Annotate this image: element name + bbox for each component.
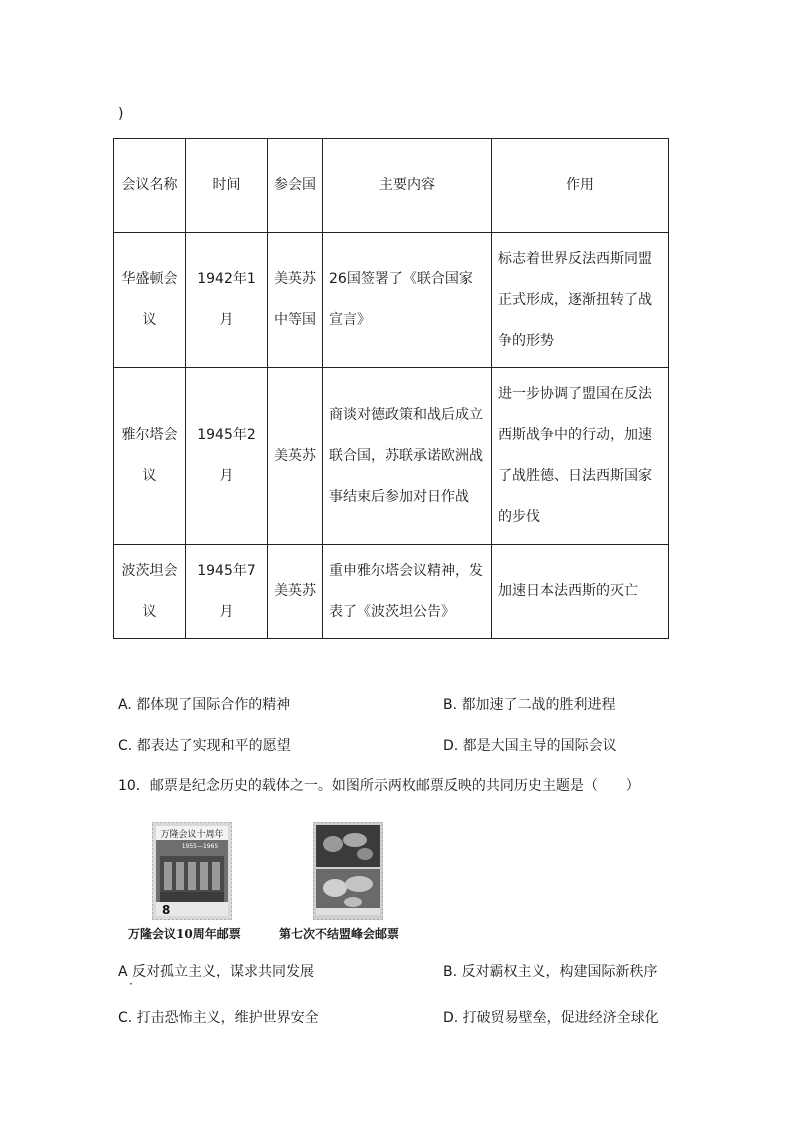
stamp2-caption: 第七次不结盟峰会邮票: [279, 927, 400, 941]
q10-option-d: D. 打破贸易壁垒，促进经济全球化: [443, 1010, 659, 1026]
table-row: [114, 368, 669, 545]
bandung-stamp-image: [152, 822, 232, 920]
cell-content: 商谈对德政策和战后成立联合国，苏联承诺欧洲战事结束后参加对日作战: [323, 368, 492, 545]
header-name: 会议名称: [114, 139, 186, 233]
header-countries: 参会国: [268, 139, 323, 233]
q10-option-a: A 反对孤立主义，谋求共同发展: [118, 964, 315, 980]
cell-countries: 美英苏: [268, 545, 323, 639]
stamp1-caption: 万隆会议10周年邮票: [128, 927, 241, 941]
stamp1-title: 万隆会议十周年: [160, 830, 224, 840]
question9-tail: ): [118, 106, 124, 122]
cell-effect: 进一步协调了盟国在反法西斯战争中的行动，加速了战胜德、日法西斯国家的步伐: [492, 368, 669, 545]
cell-countries: 美英苏中等国: [268, 233, 323, 368]
q10-option-b: B. 反对霸权主义，构建国际新秩序: [443, 964, 658, 980]
cell-content: 重申雅尔塔会议精神，发表了《波茨坦公告》: [323, 545, 492, 639]
emphasis-dot: ·: [129, 977, 133, 991]
cell-time: 1942年1月: [186, 233, 268, 368]
table-row: [114, 545, 669, 639]
cell-time: 1945年2月: [186, 368, 268, 545]
non-aligned-stamp-image: [313, 822, 383, 920]
cell-effect: 加速日本法西斯的灭亡: [492, 545, 669, 639]
q10-option-c: C. 打击恐怖主义，维护世界安全: [118, 1010, 319, 1026]
header-effect: 作用: [492, 139, 669, 233]
header-time: 时间: [186, 139, 268, 233]
cell-content: 26国签署了《联合国家宣言》: [323, 233, 492, 368]
q9-option-d: D. 都是大国主导的国际会议: [443, 738, 617, 754]
cell-countries: 美英苏: [268, 368, 323, 545]
table-header-row: [114, 139, 669, 233]
q9-option-a: A. 都体现了国际合作的精神: [118, 697, 291, 713]
q9-option-b: B. 都加速了二战的胜利进程: [443, 697, 616, 713]
stamp1-value: 8: [162, 903, 171, 917]
stamp1-year: 1955—1965: [181, 843, 219, 850]
header-content: 主要内容: [323, 139, 492, 233]
question10-stem: 10．邮票是纪念历史的载体之一。如图所示两枚邮票反映的共同历史主题是（ ）: [118, 778, 640, 794]
cell-name: 华盛顿会议: [114, 233, 186, 368]
cell-time: 1945年7月: [186, 545, 268, 639]
cell-name: 波茨坦会议: [114, 545, 186, 639]
cell-effect: 标志着世界反法西斯同盟正式形成，逐渐扭转了战争的形势: [492, 233, 669, 368]
q9-option-c: C. 都表达了实现和平的愿望: [118, 738, 291, 754]
conference-table: [113, 138, 669, 639]
table-row: [114, 233, 669, 368]
cell-name: 雅尔塔会议: [114, 368, 186, 545]
